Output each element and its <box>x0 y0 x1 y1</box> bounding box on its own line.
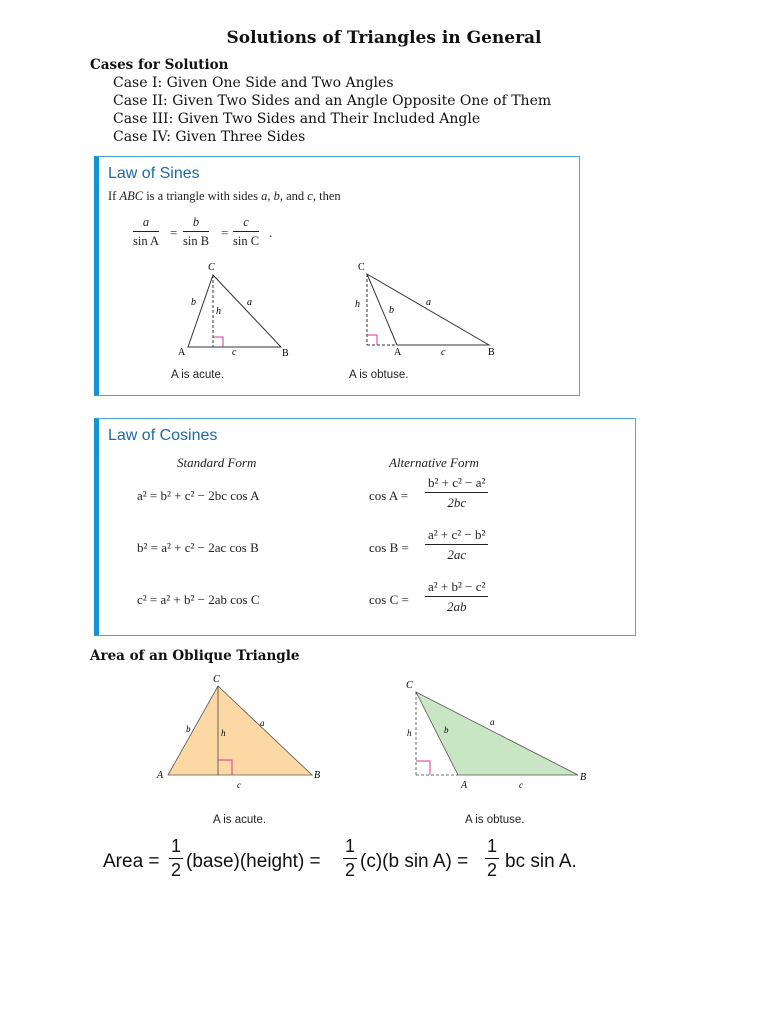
alt-lhs-b: cos B = <box>369 540 409 555</box>
svg-text:A: A <box>157 770 164 781</box>
law-of-sines-box <box>94 156 580 396</box>
alt-fraction-b: a² + c² − b² 2ac <box>425 527 488 563</box>
case-item: Case IV: Given Three Sides <box>113 129 306 145</box>
alt-fraction-a: b² + c² − a² 2bc <box>425 475 488 511</box>
equals-sign: = <box>170 225 178 240</box>
alt-fraction-c: a² + b² − c² 2ab <box>425 579 488 615</box>
acute-caption: A is acute. <box>171 369 225 381</box>
svg-text:C: C <box>208 262 215 273</box>
svg-text:b: b <box>191 297 196 308</box>
svg-text:a: a <box>247 297 252 308</box>
area-obtuse-caption: A is obtuse. <box>465 814 525 826</box>
area-acute-caption: A is acute. <box>213 814 267 826</box>
area-obtuse-triangle <box>406 680 586 791</box>
svg-text:A: A <box>394 347 402 358</box>
svg-text:a: a <box>490 717 495 727</box>
svg-text:c: c <box>519 780 523 790</box>
svg-text:B: B <box>488 347 495 358</box>
cases-heading: Cases for Solution <box>90 57 229 73</box>
sines-diagrams <box>99 157 579 395</box>
area-formula-part2: (c)(b sin A) = <box>360 851 469 872</box>
area-formula-lhs: Area = <box>103 851 160 872</box>
area-heading: Area of an Oblique Triangle <box>90 648 300 664</box>
svg-text:a: a <box>426 297 431 308</box>
svg-text:C: C <box>213 674 220 685</box>
case-item: Case I: Given One Side and Two Angles <box>113 75 394 91</box>
svg-text:h: h <box>355 299 360 310</box>
svg-text:h: h <box>216 306 221 317</box>
sines-fraction-a: a sin A <box>133 215 160 248</box>
svg-text:b: b <box>389 305 394 316</box>
svg-text:B: B <box>282 348 289 359</box>
area-acute-triangle <box>156 674 320 790</box>
alternative-form-heading: Alternative Form <box>389 455 479 470</box>
area-diagrams <box>0 670 768 830</box>
case-item: Case III: Given Two Sides and Their Included Angle <box>113 111 481 127</box>
standard-formula-c: c² = a² + b² − 2ab cos C <box>137 592 260 607</box>
standard-formula-a: a² = b² + c² − 2bc cos A <box>137 488 260 503</box>
svg-text:c: c <box>237 780 241 790</box>
svg-text:b: b <box>444 725 449 735</box>
standard-form-heading: Standard Form <box>177 455 257 470</box>
area-formula-part3: bc sin A. <box>505 851 577 872</box>
law-of-sines-intro: If ABC is a triangle with sides a, b, and c, then <box>108 189 341 203</box>
law-of-sines-title: Law of Sines <box>108 165 200 182</box>
svg-text:B: B <box>314 770 321 781</box>
alt-lhs-c: cos C = <box>369 592 409 607</box>
case-item: Case II: Given Two Sides and an Angle Opposite One of Them <box>113 93 552 109</box>
one-half-fraction: 1 2 <box>344 836 355 880</box>
svg-text:h: h <box>407 728 412 738</box>
svg-text:c: c <box>441 347 446 358</box>
svg-text:a: a <box>260 718 265 728</box>
svg-text:A: A <box>178 347 186 358</box>
svg-text:B: B <box>580 772 587 783</box>
page-title: Solutions of Triangles in General <box>226 28 542 48</box>
period: . <box>269 225 273 240</box>
svg-text:c: c <box>232 347 237 358</box>
svg-text:h: h <box>221 728 226 738</box>
sines-fraction-c: c sin C <box>233 215 260 248</box>
svg-text:C: C <box>406 680 413 691</box>
one-half-fraction: 1 2 <box>486 836 497 880</box>
acute-triangle-diagram <box>178 262 289 359</box>
svg-text:C: C <box>358 262 365 273</box>
law-of-cosines-title: Law of Cosines <box>108 427 218 444</box>
law-of-cosines-box <box>94 418 636 636</box>
sines-fraction-b: b sin B <box>183 215 210 248</box>
standard-formula-b: b² = a² + c² − 2ac cos B <box>137 540 259 555</box>
obtuse-triangle-diagram <box>355 262 495 358</box>
area-formula-part1: (base)(height) = <box>186 851 321 872</box>
one-half-fraction: 1 2 <box>170 836 181 880</box>
svg-text:A: A <box>461 780 468 791</box>
alt-lhs-a: cos A = <box>369 488 409 503</box>
svg-text:b: b <box>186 724 191 734</box>
equals-sign: = <box>221 225 229 240</box>
obtuse-caption: A is obtuse. <box>349 369 409 381</box>
